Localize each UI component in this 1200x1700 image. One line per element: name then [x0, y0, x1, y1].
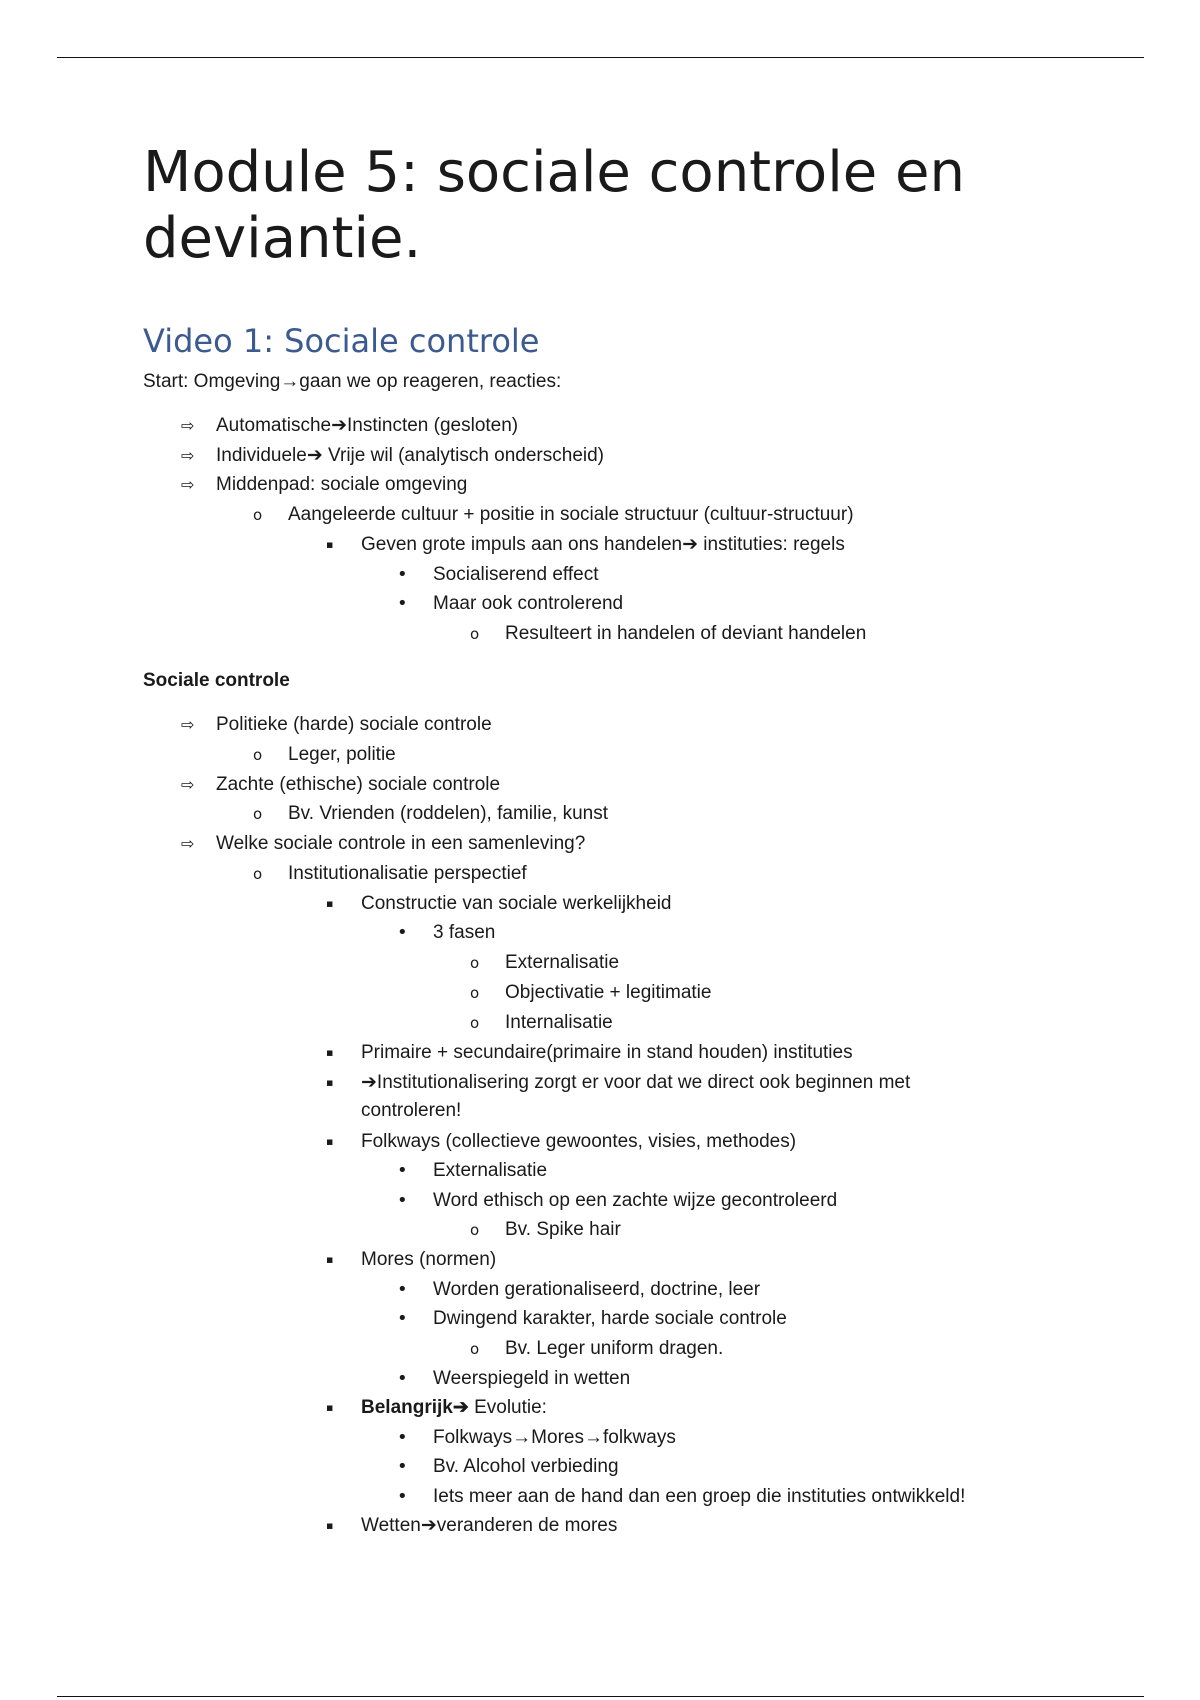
arrow-bullet-icon: ⇨	[181, 446, 195, 465]
list-item: Resulteert in handelen of deviant handelen	[505, 623, 867, 644]
circle-bullet-icon: o	[253, 865, 263, 883]
list-item	[361, 1396, 547, 1420]
circle-bullet-icon: o	[253, 805, 263, 823]
square-bullet-icon: ▪	[326, 1519, 334, 1532]
list-item: Dwingend karakter, harde sociale controle	[433, 1308, 787, 1329]
list-item: Bv. Spike hair	[505, 1219, 621, 1240]
list-item: Externalisatie	[505, 952, 620, 973]
list-item: Bv. Vrienden (roddelen), familie, kunst	[288, 803, 608, 824]
circle-bullet-icon: o	[470, 1221, 480, 1239]
list-item: Mores (normen)	[361, 1249, 497, 1270]
list-item: Weerspiegeld in wetten	[433, 1368, 631, 1389]
square-bullet-icon: ▪	[326, 897, 334, 910]
list-item: Primaire + secundaire(primaire in stand houden) instituties	[361, 1042, 853, 1063]
dot-bullet-icon: •	[397, 1279, 408, 1300]
dot-bullet-icon: •	[397, 593, 408, 614]
square-bullet-icon: ▪	[326, 1253, 334, 1266]
dot-bullet-icon: •	[397, 1427, 408, 1448]
document-title: Module 5: sociale controle en deviantie.	[143, 140, 965, 271]
list-item: Internalisatie	[505, 1012, 613, 1033]
list-item: Folkways→Mores→folkways	[433, 1427, 676, 1448]
list-item: Middenpad: sociale omgeving	[216, 474, 468, 495]
list-item: Politieke (harde) sociale controle	[216, 714, 492, 735]
circle-bullet-icon: o	[470, 954, 480, 972]
dot-bullet-icon: •	[397, 564, 408, 585]
list-item: Wetten➔veranderen de mores	[361, 1515, 618, 1536]
circle-bullet-icon: o	[470, 1014, 480, 1032]
section-title: Sociale controle	[143, 670, 290, 691]
bottom-rule	[57, 1696, 1144, 1697]
arrow-bullet-icon: ⇨	[181, 715, 195, 734]
list-item-continuation: controleren!	[361, 1100, 462, 1121]
dot-bullet-icon: •	[397, 1190, 408, 1211]
list-item: Leger, politie	[288, 744, 396, 765]
dot-bullet-icon: •	[397, 1456, 408, 1477]
square-bullet-icon: ▪	[326, 1076, 334, 1089]
circle-bullet-icon: o	[470, 625, 480, 643]
arrow-bullet-icon: ⇨	[181, 475, 195, 494]
list-item: 3 fasen	[433, 922, 496, 943]
list-item: Constructie van sociale werkelijkheid	[361, 893, 672, 914]
circle-bullet-icon: o	[470, 1340, 480, 1358]
list-item: Automatische➔Instincten (gesloten)	[216, 415, 519, 436]
list-item: Objectivatie + legitimatie	[505, 982, 712, 1003]
list-item: Iets meer aan de hand dan een groep die instituties ontwikkeld!	[433, 1486, 966, 1507]
list-item-text: Evolutie:	[468, 1397, 547, 1418]
list-item: Institutionalisatie perspectief	[288, 863, 527, 884]
dot-bullet-icon: •	[397, 1160, 408, 1181]
dot-bullet-icon: •	[397, 1308, 408, 1329]
list-item: Externalisatie	[433, 1160, 548, 1181]
start-line: Start: Omgeving→gaan we op reageren, reacties:	[143, 371, 562, 392]
square-bullet-icon: ▪	[326, 1046, 334, 1059]
top-rule	[57, 57, 1144, 58]
circle-bullet-icon: o	[470, 984, 480, 1002]
list-item: Geven grote impuls aan ons handelen➔ instituties: regels	[361, 534, 845, 555]
square-bullet-icon: ▪	[326, 538, 334, 551]
list-item: Maar ook controlerend	[433, 593, 624, 614]
arrow-bullet-icon: ⇨	[181, 416, 195, 435]
list-item: Bv. Leger uniform dragen.	[505, 1338, 724, 1359]
dot-bullet-icon: •	[397, 1486, 408, 1507]
list-item: Word ethisch op een zachte wijze gecontroleerd	[433, 1190, 838, 1211]
square-bullet-icon: ▪	[326, 1401, 334, 1414]
list-item: Aangeleerde cultuur + positie in sociale structuur (cultuur-structuur)	[288, 504, 854, 525]
circle-bullet-icon: o	[253, 506, 263, 524]
list-item: Individuele➔ Vrije wil (analytisch onderscheid)	[216, 445, 605, 466]
list-item: Bv. Alcohol verbieding	[433, 1456, 619, 1477]
dot-bullet-icon: •	[397, 922, 408, 943]
dot-bullet-icon: •	[397, 1368, 408, 1389]
list-item: Welke sociale controle in een samenleving?	[216, 833, 586, 854]
list-item: Zachte (ethische) sociale controle	[216, 774, 501, 795]
circle-bullet-icon: o	[253, 746, 263, 764]
arrow-bullet-icon: ⇨	[181, 775, 195, 794]
video-heading: Video 1: Sociale controle	[143, 322, 540, 360]
list-item: Folkways (collectieve gewoontes, visies, methodes)	[361, 1131, 797, 1152]
emphasis-label: Belangrijk➔	[361, 1397, 469, 1418]
square-bullet-icon: ▪	[326, 1135, 334, 1148]
list-item: ➔Institutionalisering zorgt er voor dat we direct ook beginnen met	[361, 1072, 911, 1093]
list-item: Worden gerationaliseerd, doctrine, leer	[433, 1279, 761, 1300]
list-item: Socialiserend effect	[433, 564, 599, 585]
arrow-bullet-icon: ⇨	[181, 834, 195, 853]
